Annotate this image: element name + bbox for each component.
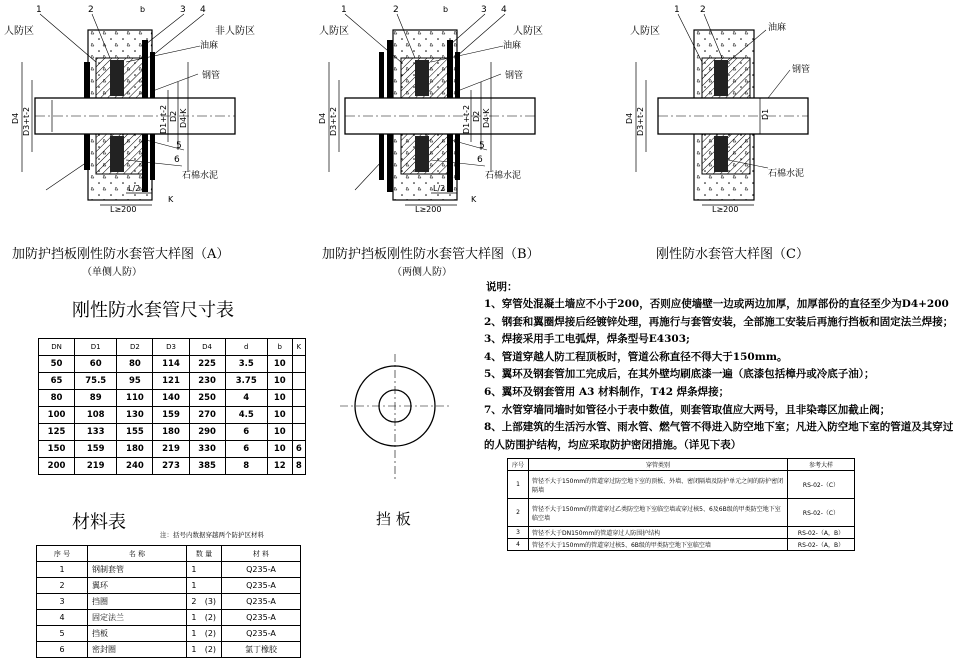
dim-d4: D4 <box>11 112 20 124</box>
table-cell: 管径不大于DN150mm的管道穿过人防围护结构 <box>529 527 788 539</box>
table-cell: 6 <box>225 424 267 441</box>
notes-list <box>484 296 953 454</box>
table-row <box>508 499 855 527</box>
table-cell: 1 <box>508 471 529 499</box>
callout-5: 5 <box>176 141 182 151</box>
detail-drawing-a <box>0 0 270 235</box>
note-item: 7、水管穿墙同墙时如管径小于表中数值，则套管取值应大两号，且非染毒区加截止阀； <box>484 403 891 416</box>
dim-l: L≥200 <box>110 205 137 214</box>
table-cell: 108 <box>75 407 117 424</box>
table-cell: 4 <box>37 610 88 626</box>
table-cell: 385 <box>189 458 225 475</box>
table-cell: 挡圈 <box>88 594 187 610</box>
table-cell: 6 <box>37 642 88 658</box>
table-row <box>37 562 301 578</box>
table-cell <box>201 562 222 578</box>
table-cell: 219 <box>153 441 189 458</box>
table-cell: 125 <box>39 424 75 441</box>
table-row <box>39 356 306 373</box>
table-row <box>37 594 301 610</box>
reference-table <box>507 458 855 551</box>
dim-d4: D4 <box>318 112 327 124</box>
dim-l: L≥200 <box>415 205 442 214</box>
table-cell: 180 <box>117 441 153 458</box>
callout-4: 4 <box>200 5 206 15</box>
table-cell: 250 <box>189 390 225 407</box>
caption-a: 加防护挡板刚性防水套管大样图（A） <box>12 247 230 262</box>
dim-d4: D4 <box>625 112 634 124</box>
material-table-note: 注：括号内数据穿越两个防护区材料 <box>160 531 264 539</box>
dim-d4k: D4-K <box>482 108 491 128</box>
table-cell: (2) <box>201 626 222 642</box>
table-cell: 10 <box>267 441 292 458</box>
detail-drawing-b <box>315 0 575 235</box>
table-cell <box>292 373 305 390</box>
table-cell: 1 <box>187 610 201 626</box>
dim-b: b <box>443 5 449 14</box>
reference-table-header <box>508 459 855 471</box>
table-cell: 5 <box>37 626 88 642</box>
table-row <box>39 458 306 475</box>
dim-table-header <box>39 339 306 356</box>
label-oil: 油麻 <box>503 41 522 51</box>
dim-b: b <box>140 5 146 14</box>
table-cell: 6 <box>292 441 305 458</box>
table-cell: 130 <box>117 407 153 424</box>
table-cell: 挡板 <box>88 626 187 642</box>
table-cell: 200 <box>39 458 75 475</box>
header-cell: 材 料 <box>222 546 301 562</box>
table-row <box>39 424 306 441</box>
table-cell: 管径不大于150mm的管道穿过防空地下室的顶板、外墙、密闭隔墙及防护单元之间的防护密闭隔墙 <box>529 471 788 499</box>
dim-table <box>38 338 306 475</box>
table-cell: 1 <box>37 562 88 578</box>
table-row <box>39 390 306 407</box>
table-cell: 4.5 <box>225 407 267 424</box>
label-pipe: 钢管 <box>792 65 811 75</box>
table-cell: 10 <box>267 407 292 424</box>
table-cell: (2) <box>201 642 222 658</box>
table-row <box>508 539 855 551</box>
header-cell: 参考大样 <box>788 459 855 471</box>
table-cell: 114 <box>153 356 189 373</box>
label-right-zone: 非人防区 <box>215 26 255 37</box>
header-cell: 数 量 <box>187 546 222 562</box>
header-cell: D1 <box>75 339 117 356</box>
dim-l2: L/2 <box>433 184 446 193</box>
label-left-zone: 人防区 <box>4 26 34 37</box>
table-row <box>37 578 301 594</box>
table-row <box>37 642 301 658</box>
table-cell: 80 <box>39 390 75 407</box>
table-cell: 50 <box>39 356 75 373</box>
callout-4: 4 <box>501 5 507 15</box>
table-cell <box>201 578 222 594</box>
note-item: 2、钢套和翼圈焊接后经镀锌处理，再施行与套管安装，全部施工安装后再施行挡板和固定法兰焊接； <box>484 315 953 328</box>
header-cell: 穿管类别 <box>529 459 788 471</box>
table-cell: 翼环 <box>88 578 187 594</box>
table-cell: 2 <box>37 578 88 594</box>
table-cell: Q235-A <box>222 610 301 626</box>
table-cell: 159 <box>153 407 189 424</box>
table-cell: 155 <box>117 424 153 441</box>
dim-d1: D1+t-2 <box>462 104 471 134</box>
table-cell: 固定法兰 <box>88 610 187 626</box>
table-row <box>508 527 855 539</box>
label-pipe: 钢管 <box>505 71 524 81</box>
table-cell: 氯丁橡胶 <box>222 642 301 658</box>
table-cell <box>292 424 305 441</box>
table-row <box>39 441 306 458</box>
table-cell: RS-02-（C） <box>788 471 855 499</box>
table-cell: 100 <box>39 407 75 424</box>
table-cell: RS-02-（C） <box>788 499 855 527</box>
label-asbestos: 石棉水泥 <box>768 169 805 179</box>
table-cell: 75.5 <box>75 373 117 390</box>
table-cell: 4 <box>508 539 529 551</box>
table-cell: Q235-A <box>222 626 301 642</box>
dim-l: L≥200 <box>712 205 739 214</box>
table-cell: 8 <box>292 458 305 475</box>
table-cell: 2 <box>187 594 201 610</box>
note-item: 6、翼环及钢套管用 A3 材料制作，T42 焊条焊接； <box>484 385 730 398</box>
table-cell: 3 <box>508 527 529 539</box>
dim-l2: L/2 <box>128 184 141 193</box>
table-cell: 密封圈 <box>88 642 187 658</box>
table-row <box>37 626 301 642</box>
callout-1: 1 <box>341 5 347 15</box>
callout-6: 6 <box>477 155 483 165</box>
table-cell: 180 <box>153 424 189 441</box>
table-cell: 1 <box>187 626 201 642</box>
header-cell: K <box>292 339 305 356</box>
dim-d1: D1 <box>761 108 770 120</box>
table-cell: 10 <box>267 356 292 373</box>
detail-drawing-c <box>618 0 818 235</box>
material-table <box>36 545 301 658</box>
table-cell: 3 <box>37 594 88 610</box>
table-cell: 240 <box>117 458 153 475</box>
notes-title: 说明： <box>486 281 518 293</box>
callout-6: 6 <box>174 155 180 165</box>
caption-c: 刚性防水套管大样图（C） <box>656 247 809 262</box>
dim-k: K <box>168 195 174 204</box>
header-cell: D2 <box>117 339 153 356</box>
table-cell: 10 <box>267 424 292 441</box>
table-cell: 管径不大于150mm的管道穿过核5、6B级的甲类防空地下室临空墙 <box>529 539 788 551</box>
table-cell: 225 <box>189 356 225 373</box>
table-cell: 273 <box>153 458 189 475</box>
table-cell: 140 <box>153 390 189 407</box>
table-row <box>508 471 855 499</box>
baffle-drawing <box>340 350 450 490</box>
baffle-title: 挡 板 <box>376 510 411 528</box>
table-cell: 2 <box>508 499 529 527</box>
header-cell: b <box>267 339 292 356</box>
label-oil: 油麻 <box>768 23 787 33</box>
note-item: 3、焊接采用手工电弧焊，焊条型号E4303; <box>484 333 690 346</box>
label-right-zone: 人防区 <box>513 26 543 37</box>
table-cell: 8 <box>225 458 267 475</box>
table-cell: 60 <box>75 356 117 373</box>
table-cell: 3.5 <box>225 356 267 373</box>
callout-5: 5 <box>479 141 485 151</box>
table-cell: Q235-A <box>222 562 301 578</box>
table-cell: 6 <box>225 441 267 458</box>
callout-3: 3 <box>180 5 186 15</box>
callout-3: 3 <box>481 5 487 15</box>
label-asbestos: 石棉水泥 <box>182 171 219 181</box>
callout-2: 2 <box>700 5 706 15</box>
table-cell <box>292 356 305 373</box>
dim-d4k: D4-K <box>179 108 188 128</box>
table-cell <box>292 390 305 407</box>
table-cell: 133 <box>75 424 117 441</box>
dim-table-title: 刚性防水套管尺寸表 <box>72 300 234 321</box>
table-cell: 管径不大于150mm的管道穿过乙类防空地下室临空墙或穿过核5、6及6B级的甲类防空地下室临空墙 <box>529 499 788 527</box>
note-item: 4、管道穿越人防工程顶板时，管道公称直径不得大于150mm。 <box>484 350 788 363</box>
table-cell: 159 <box>75 441 117 458</box>
table-row <box>39 373 306 390</box>
callout-2: 2 <box>393 5 399 15</box>
dim-d3: D3+t-2 <box>22 106 31 136</box>
label-left-zone: 人防区 <box>630 26 660 37</box>
table-cell: 330 <box>189 441 225 458</box>
table-cell: (2) <box>201 610 222 626</box>
dim-d2: D2 <box>472 110 481 122</box>
table-cell: Q235-A <box>222 594 301 610</box>
table-row <box>37 610 301 626</box>
table-row <box>39 407 306 424</box>
header-cell: 名 称 <box>88 546 187 562</box>
callout-1: 1 <box>674 5 680 15</box>
table-cell: 110 <box>117 390 153 407</box>
dim-d3: D3+t-2 <box>329 106 338 136</box>
table-cell: 4 <box>225 390 267 407</box>
header-cell: 序 号 <box>37 546 88 562</box>
table-cell: (3) <box>201 594 222 610</box>
table-cell: 12 <box>267 458 292 475</box>
table-cell: 1 <box>187 578 201 594</box>
table-cell: Q235-A <box>222 578 301 594</box>
label-asbestos: 石棉水泥 <box>485 171 522 181</box>
table-cell: 95 <box>117 373 153 390</box>
header-cell: d <box>225 339 267 356</box>
table-cell: 10 <box>267 390 292 407</box>
table-cell: RS-02-（A，B） <box>788 527 855 539</box>
table-cell: 3.75 <box>225 373 267 390</box>
dim-k: K <box>471 195 477 204</box>
table-cell: 230 <box>189 373 225 390</box>
table-cell: 80 <box>117 356 153 373</box>
table-cell: 270 <box>189 407 225 424</box>
header-cell: D4 <box>189 339 225 356</box>
label-oil: 油麻 <box>200 41 219 51</box>
caption-b: 加防护挡板刚性防水套管大样图（B） <box>322 247 540 262</box>
label-left-zone: 人防区 <box>319 26 349 37</box>
subcaption-a: （单侧人防） <box>82 267 142 278</box>
table-cell: 219 <box>75 458 117 475</box>
header-cell: 序号 <box>508 459 529 471</box>
material-table-header <box>37 546 301 562</box>
table-cell: 290 <box>189 424 225 441</box>
table-cell: 1 <box>187 562 201 578</box>
table-cell: 121 <box>153 373 189 390</box>
dim-d2: D2 <box>169 110 178 122</box>
callout-2: 2 <box>88 5 94 15</box>
header-cell: D3 <box>153 339 189 356</box>
note-item: 1、穿管处混凝土墙应不小于200，否则应使墙壁一边或两边加厚，加厚部份的直径至少为D4+200 <box>484 298 949 310</box>
label-pipe: 钢管 <box>202 71 221 81</box>
dim-d1: D1+t-2 <box>159 104 168 134</box>
table-cell: 钢制套管 <box>88 562 187 578</box>
subcaption-b: （两侧人防） <box>392 267 452 278</box>
material-table-title: 材料表 <box>72 512 126 533</box>
table-cell: 65 <box>39 373 75 390</box>
table-cell: RS-02-（A，B） <box>788 539 855 551</box>
table-cell: 150 <box>39 441 75 458</box>
callout-1: 1 <box>36 5 42 15</box>
table-cell <box>292 407 305 424</box>
table-cell: 89 <box>75 390 117 407</box>
note-item: 5、翼环及钢套管加工完成后，在其外壁均刷底漆一遍（底漆包括樟丹或冷底子油）； <box>484 368 875 381</box>
table-cell: 1 <box>187 642 201 658</box>
table-cell: 10 <box>267 373 292 390</box>
dim-d3: D3+t-2 <box>636 106 645 136</box>
note-item: 的人防围护结构，均应采取防护密闭措施。（详见下表） <box>484 438 742 451</box>
note-item: 8、上部建筑的生活污水管、雨水管、燃气管不得进入防空地下室；凡进入防空地下室的管道及其穿过 <box>484 421 953 434</box>
header-cell: DN <box>39 339 75 356</box>
